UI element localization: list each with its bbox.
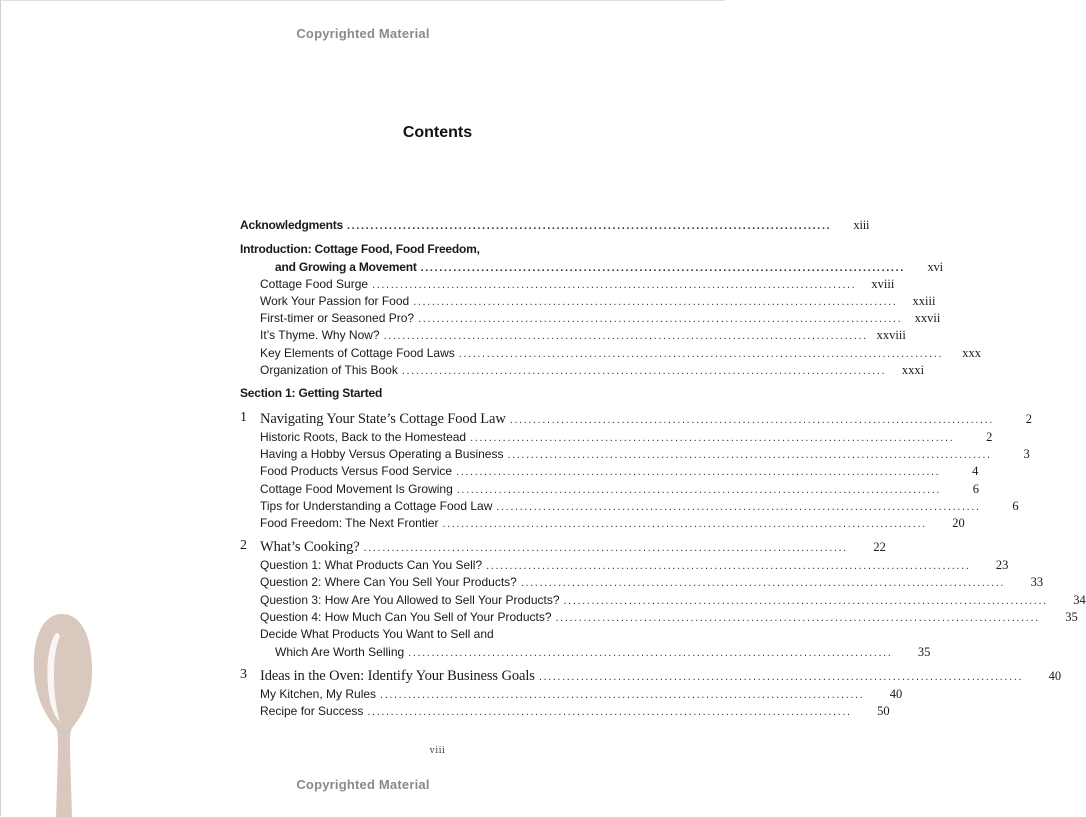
toc-page-number: 50	[877, 704, 890, 718]
toc-subentry[interactable]	[260, 686, 903, 703]
toc-subentry[interactable]	[260, 557, 1009, 574]
toc-page-number: 23	[995, 558, 1009, 572]
toc-entry-label: Work Your Passion for Food	[260, 294, 410, 308]
toc-page-number: 34	[1073, 593, 1086, 607]
dot-leader: ........................................................................................................	[408, 647, 893, 659]
toc-entry-label: It’s Thyme. Why Now?	[260, 328, 380, 342]
toc-entry-label: Question 4: How Much Can You Sell of Your Products?	[260, 610, 552, 624]
toc-subentry[interactable]	[260, 327, 906, 344]
toc-subentry[interactable]	[260, 293, 936, 310]
dot-leader: ........................................................................................................	[418, 313, 903, 325]
toc-entry-label: Cottage Food Surge	[260, 277, 369, 291]
toc-subentry[interactable]	[260, 362, 925, 379]
toc-subentry[interactable]	[260, 498, 1019, 515]
toc-subentry[interactable]	[260, 574, 1044, 591]
toc-page-number: 35	[917, 645, 931, 659]
toc-page-number: 2	[986, 430, 993, 444]
toc-entry-label: My Kitchen, My Rules	[260, 687, 377, 701]
chapter-title: Navigating Your State’s Cottage Food Law	[260, 411, 506, 427]
toc-entry-label: Food Products Versus Food Service	[260, 464, 453, 478]
toc-entry-label: Having a Hobby Versus Operating a Business	[260, 447, 504, 461]
toc-page-number: 40	[889, 687, 903, 701]
toc-entry-label: Acknowledgments	[240, 218, 344, 232]
toc-page-number: 33	[1030, 575, 1044, 589]
dot-leader: ........................................................................................................	[563, 595, 1048, 607]
toc-page-number: xxxi	[901, 363, 925, 377]
toc-entry-label: Key Elements of Cottage Food Laws	[260, 346, 455, 360]
toc-entry-label: Decide What Products You Want to Sell and	[260, 627, 494, 641]
header-copyright: Copyrighted Material	[296, 26, 430, 41]
toc-entry-introduction[interactable]	[240, 241, 635, 258]
chapter-number: 2	[240, 538, 247, 553]
toc-subentry[interactable]	[260, 703, 890, 720]
toc-subentry[interactable]	[260, 276, 895, 293]
toc-subentry[interactable]	[260, 609, 1078, 626]
dot-leader: ........................................................................................................	[367, 706, 852, 718]
chapter-number: 1	[240, 410, 247, 425]
toc-page-number: 40	[1048, 669, 1062, 683]
toc-page-number: xvi	[927, 260, 943, 274]
toc-entry-label: Food Freedom: The Next Frontier	[260, 516, 439, 530]
toc-page-number: 20	[952, 516, 965, 530]
toc-page-number: xviii	[871, 277, 895, 291]
dot-leader: ........................................................................................................	[420, 262, 905, 274]
toc-entry-label: Which Are Worth Selling	[275, 645, 405, 659]
toc-entry-label: First-timer or Seasoned Pro?	[260, 311, 415, 325]
toc-entry-acknowledgments[interactable]	[240, 217, 870, 234]
dot-leader: ........................................................................................................	[507, 449, 992, 461]
dot-leader: ........................................................................................................	[509, 414, 994, 426]
toc-subentry-cont[interactable]	[275, 644, 931, 661]
toc-page-number: xxx	[962, 346, 982, 360]
toc-chapter-1[interactable]	[260, 411, 1032, 428]
toc-subentry[interactable]	[260, 481, 980, 498]
dot-leader: ........................................................................................................	[520, 577, 1006, 589]
toc-entry-label: Question 2: Where Can You Sell Your Products?	[260, 575, 517, 589]
dot-leader: ........................................................................................................	[538, 671, 1024, 683]
dot-leader: ........................................................................................................	[496, 501, 981, 513]
toc-subentry[interactable]	[260, 515, 965, 532]
dot-leader: ........................................................................................................	[363, 542, 848, 554]
dot-leader: ........................................................................................................	[401, 365, 887, 377]
toc-page-number: xxviii	[876, 328, 906, 342]
toc-entry-label: and Growing a Movement	[275, 260, 417, 274]
dot-leader: ........................................................................................................	[347, 220, 832, 232]
toc-entry-label: Recipe for Success	[260, 704, 364, 718]
dot-leader: ........................................................................................................	[555, 612, 1040, 624]
toc-page-number: 3	[1023, 447, 1030, 461]
toc-subentry[interactable]	[260, 429, 993, 446]
chapter-number: 3	[240, 667, 247, 682]
toc-entry-label: Question 1: What Products Can You Sell?	[260, 558, 483, 572]
toc-page-number: 6	[1012, 499, 1019, 513]
toc-entry-introduction-cont[interactable]	[275, 259, 943, 276]
toc-subentry[interactable]	[260, 592, 1086, 609]
toc-page-number: 2	[1025, 412, 1032, 426]
toc-page-number: 35	[1065, 610, 1078, 624]
toc-entry-label: Tips for Understanding a Cottage Food Law	[260, 499, 493, 513]
chapter-title: What’s Cooking?	[260, 539, 360, 555]
dot-leader: ........................................................................................................	[486, 560, 971, 572]
toc-entry-label: Cottage Food Movement Is Growing	[260, 482, 453, 496]
toc-entry-label: Organization of This Book	[260, 363, 398, 377]
dot-leader: ........................................................................................................	[413, 296, 898, 308]
toc-page-number: 4	[972, 464, 979, 478]
toc-entry-label: Introduction: Cottage Food, Food Freedom,	[240, 242, 480, 256]
chapter-title: Ideas in the Oven: Identify Your Business Goals	[260, 668, 535, 684]
dot-leader: ........................................................................................................	[372, 279, 857, 291]
dot-leader: ........................................................................................................	[442, 518, 927, 530]
dot-leader: ........................................................................................................	[456, 484, 942, 496]
dot-leader: ........................................................................................................	[380, 689, 865, 701]
dot-leader: ........................................................................................................	[458, 348, 944, 360]
page-number: viii	[429, 746, 446, 756]
toc-subentry[interactable]	[260, 446, 1030, 463]
page-title: Contents	[402, 124, 473, 141]
toc-subentry[interactable]	[260, 310, 941, 327]
toc-page-number: xxvii	[914, 311, 941, 325]
dot-leader: ........................................................................................................	[456, 466, 941, 478]
toc-chapter-3[interactable]	[260, 668, 1062, 685]
dot-leader: ........................................................................................................	[383, 330, 868, 342]
toc-subentry[interactable]	[260, 626, 635, 643]
toc-chapter-2[interactable]	[260, 539, 886, 556]
toc-entry-label: Question 3: How Are You Allowed to Sell Your Products?	[260, 593, 560, 607]
section-heading: Section 1: Getting Started	[240, 386, 383, 400]
toc-entry-label: Historic Roots, Back to the Homestead	[260, 430, 467, 444]
toc-page-number: 22	[873, 540, 886, 554]
dot-leader: ........................................................................................................	[470, 432, 955, 444]
toc-page-number: 6	[972, 482, 980, 496]
toc-subentry[interactable]	[260, 463, 979, 480]
toc-subentry[interactable]	[260, 345, 982, 362]
toc-page-number: xiii	[853, 218, 870, 232]
toc-page-number: xxiii	[912, 294, 936, 308]
footer-copyright: Copyrighted Material	[296, 777, 430, 792]
